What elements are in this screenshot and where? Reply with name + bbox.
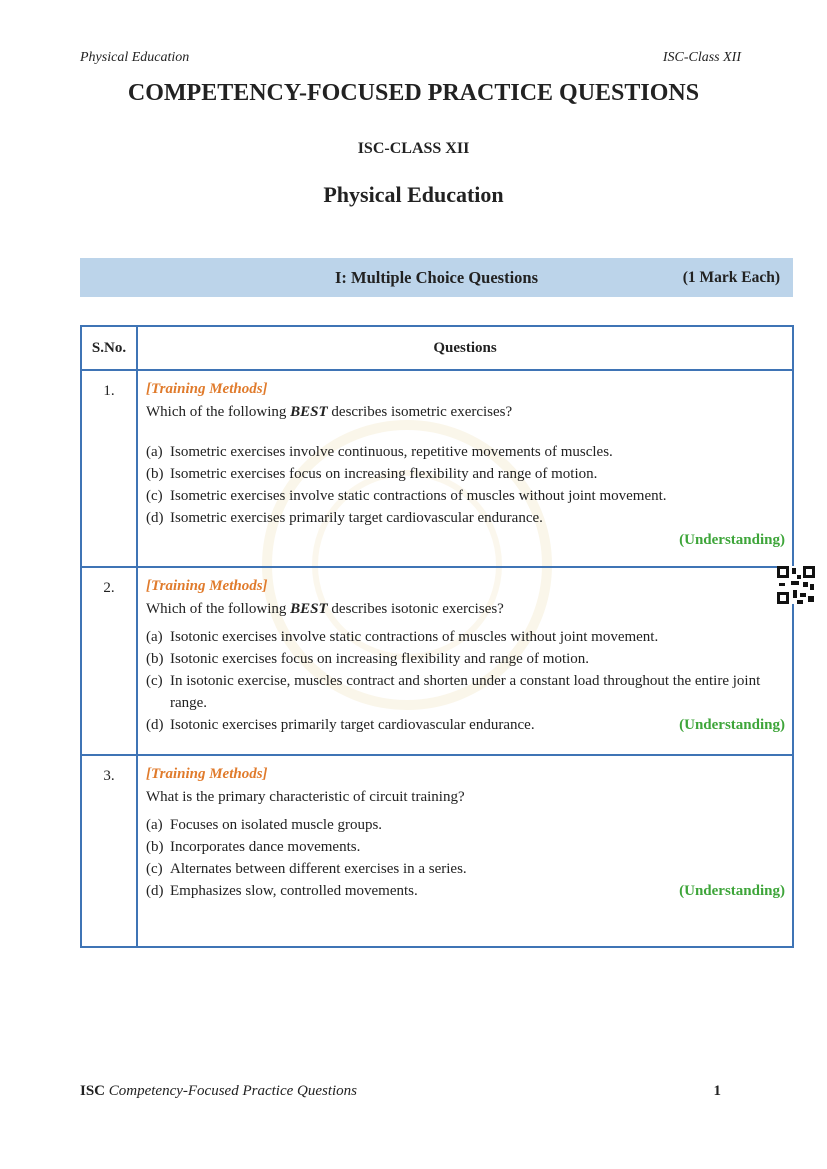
questions-table bbox=[80, 325, 794, 948]
cognitive-level: (Understanding) bbox=[679, 883, 785, 899]
option-label: (d) bbox=[146, 883, 164, 899]
question-text-part: Which of the following bbox=[146, 601, 291, 617]
option-label: (d) bbox=[146, 510, 164, 526]
question-cell bbox=[137, 755, 793, 947]
column-header-questions: Questions bbox=[137, 326, 793, 370]
option-text: In isotonic exercise, muscles contract and shorten under a constant load throughout the entire joint range. bbox=[170, 673, 761, 711]
section-header bbox=[80, 258, 793, 297]
column-header-sno: S.No. bbox=[81, 326, 137, 370]
option-label: (b) bbox=[146, 839, 164, 855]
option-label: (c) bbox=[146, 861, 163, 877]
option-label: (d) bbox=[146, 717, 164, 733]
question-emphasis: BEST bbox=[290, 601, 328, 617]
option-c bbox=[146, 670, 785, 714]
option-text: Emphasizes slow, controlled movements. bbox=[170, 883, 418, 899]
option-text: Isotonic exercises involve static contractions of muscles without joint movement. bbox=[170, 629, 659, 645]
class-title: ISC-CLASS XII bbox=[357, 140, 470, 157]
option-c bbox=[146, 858, 785, 880]
question-tag: [Training Methods] bbox=[146, 766, 268, 782]
subject-title: Physical Education bbox=[323, 182, 504, 207]
option-d bbox=[146, 880, 785, 902]
option-label: (a) bbox=[146, 817, 163, 833]
option-text: Isotonic exercises focus on increasing flexibility and range of motion. bbox=[170, 651, 590, 667]
question-cell bbox=[137, 567, 793, 755]
question-number: 3. bbox=[81, 755, 137, 947]
option-text: Incorporates dance movements. bbox=[170, 839, 361, 855]
option-label: (c) bbox=[146, 673, 163, 689]
option-text: Alternates between different exercises in a series. bbox=[170, 861, 467, 877]
option-c bbox=[146, 485, 785, 507]
option-d bbox=[146, 507, 785, 529]
option-label: (a) bbox=[146, 629, 163, 645]
question-tag: [Training Methods] bbox=[146, 381, 268, 397]
header-subject: Physical Education bbox=[80, 50, 190, 65]
question-text-part: describes isotonic exercises? bbox=[327, 601, 504, 617]
question-row bbox=[81, 567, 793, 755]
question-text-part: describes isometric exercises? bbox=[327, 404, 513, 420]
option-text: Isometric exercises involve continuous, repetitive movements of muscles. bbox=[170, 444, 613, 460]
option-label: (b) bbox=[146, 651, 164, 667]
footer-doc-title: Competency-Focused Practice Questions bbox=[108, 1083, 358, 1099]
question-text: What is the primary characteristic of circuit training? bbox=[146, 789, 465, 805]
section-title: I: Multiple Choice Questions bbox=[334, 268, 539, 287]
page-title: COMPETENCY-FOCUSED PRACTICE QUESTIONS bbox=[127, 80, 700, 106]
option-d bbox=[146, 714, 785, 736]
question-text bbox=[146, 601, 785, 618]
question-row bbox=[81, 370, 793, 567]
page-number: 1 bbox=[713, 1083, 721, 1099]
question-tag: [Training Methods] bbox=[146, 578, 268, 594]
option-a bbox=[146, 441, 785, 463]
option-text: Isometric exercises involve static contractions of muscles without joint movement. bbox=[170, 488, 667, 504]
option-text: Focuses on isolated muscle groups. bbox=[170, 817, 383, 833]
question-text bbox=[146, 404, 785, 421]
option-label: (c) bbox=[146, 488, 163, 504]
option-b bbox=[146, 463, 785, 485]
footer-title bbox=[80, 1083, 357, 1100]
option-label: (b) bbox=[146, 466, 164, 482]
cognitive-level: (Understanding) bbox=[679, 532, 785, 548]
option-text: Isometric exercises focus on increasing flexibility and range of motion. bbox=[170, 466, 598, 482]
option-text: Isometric exercises primarily target cardiovascular endurance. bbox=[170, 510, 543, 526]
option-b bbox=[146, 648, 785, 670]
option-label: (a) bbox=[146, 444, 163, 460]
option-a bbox=[146, 814, 785, 836]
section-marks: (1 Mark Each) bbox=[682, 269, 780, 286]
question-row bbox=[81, 755, 793, 947]
question-number: 2. bbox=[81, 567, 137, 755]
option-text: Isotonic exercises primarily target cardiovascular endurance. bbox=[170, 717, 535, 733]
qr-code-icon[interactable] bbox=[777, 566, 815, 604]
footer-isc: ISC bbox=[80, 1083, 106, 1099]
question-text-part: Which of the following bbox=[146, 404, 291, 420]
option-b bbox=[146, 836, 785, 858]
question-cell bbox=[137, 370, 793, 567]
question-emphasis: BEST bbox=[290, 404, 328, 420]
question-number: 1. bbox=[81, 370, 137, 567]
cognitive-level: (Understanding) bbox=[679, 717, 785, 733]
header-class: ISC-Class XII bbox=[662, 50, 741, 65]
option-a bbox=[146, 626, 785, 648]
